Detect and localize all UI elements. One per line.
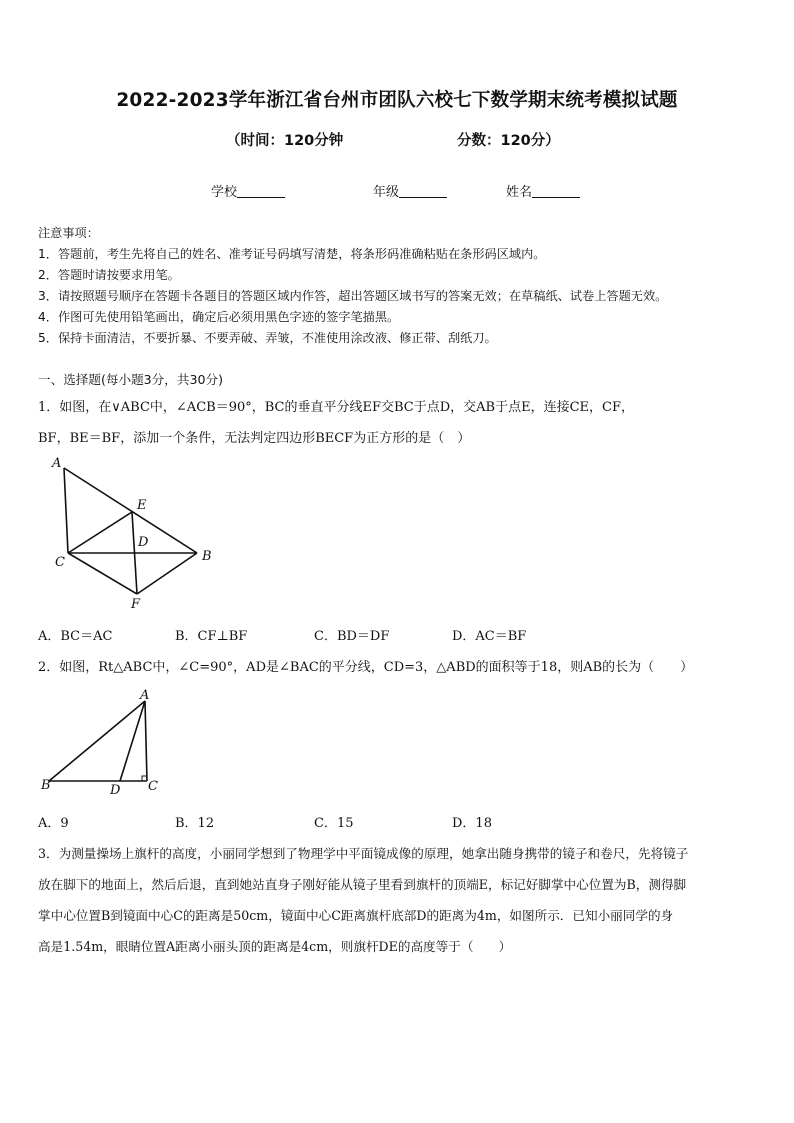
grade-label: 年级	[373, 185, 400, 200]
option-c[interactable]: C．BD＝DF	[314, 629, 390, 644]
segment-AC	[145, 701, 147, 781]
segment-AB	[64, 468, 197, 553]
segment-CF	[68, 553, 137, 594]
note-item: 1．答题前，考生先将自己的姓名、准考证号码填写清楚，将条形码准确粘贴在条形码区域内。	[38, 247, 546, 261]
label-B: B	[202, 549, 212, 564]
option-a[interactable]: A．BC＝AC	[38, 629, 113, 644]
option-b[interactable]: B．12	[175, 816, 215, 831]
option-d[interactable]: D．18	[452, 816, 492, 831]
grade-blank	[399, 183, 447, 198]
school-field	[211, 181, 285, 200]
note-item: 3．请按照题号顺序在答题卡各题目的答题区域内作答，超出答题区域书写的答案无效；在草稿纸、试卷上答题无效。	[38, 289, 668, 303]
option-d[interactable]: D．AC＝BF	[452, 629, 527, 644]
option-c[interactable]: C．15	[314, 816, 354, 831]
name-field	[506, 181, 580, 200]
label-C: C	[148, 779, 158, 794]
note-item: 2．答题时请按要求用笔。	[38, 268, 180, 282]
question-1-figure	[40, 450, 230, 615]
segment-AD	[120, 701, 145, 781]
segment-CE	[68, 512, 132, 553]
section-heading: 一、选择题(每小题3分，共30分)	[38, 372, 223, 387]
label-A: A	[140, 688, 150, 703]
question-3-line-4: 高是1.54m，眼睛位置A距离小丽头顶的距离是4cm，则旗杆DE的高度等于（ ）	[38, 939, 512, 954]
school-label: 学校	[211, 185, 238, 200]
page-title: 2022-2023学年浙江省台州市团队六校七下数学期末统考模拟试题	[116, 90, 678, 111]
label-E: E	[137, 498, 147, 513]
question-3-line-1: 3．为测量操场上旗杆的高度，小丽同学想到了物理学中平面镜成像的原理，她拿出随身携带的镜子和卷尺，先将镜子	[38, 846, 689, 861]
segment-BF	[137, 553, 197, 594]
label-D: D	[138, 535, 149, 550]
exam-time: （时间：120分钟	[226, 133, 344, 149]
note-item: 5．保持卡面清洁，不要折暴、不要弄破、弄皱，不准使用涂改液、修正带、刮纸刀。	[38, 331, 497, 345]
name-label: 姓名	[506, 185, 533, 200]
notes-heading: 注意事项：	[38, 226, 99, 240]
segment-AC	[64, 468, 68, 553]
option-b[interactable]: B．CF⊥BF	[175, 629, 248, 644]
question-1-line-2: BF，BE＝BF，添加一个条件，无法判定四边形BECF为正方形的是（ ）	[38, 431, 471, 446]
question-3-line-3: 掌中心位置B到镜面中心C的距离是50cm，镜面中心C距离旗杆底部D的距离为4m，如图所示．已知小丽同学的身	[38, 908, 674, 923]
name-blank	[532, 183, 580, 198]
exam-score: 分数：120分）	[457, 133, 560, 149]
segment-BA	[49, 701, 145, 781]
label-F: F	[131, 597, 141, 612]
question-1-line-1: 1．如图，在∨ABC中，∠ACB＝90°，BC的垂直平分线EF交BC于点D，交AB于点E，连接CE，CF，	[38, 400, 634, 415]
question-2-figure	[36, 682, 166, 797]
label-C: C	[55, 555, 65, 570]
question-3-line-2: 放在脚下的地面上，然后后退，直到她站直身子刚好能从镜子里看到旗杆的顶端E，标记好脚掌中心位置为B，测得脚	[38, 877, 687, 892]
question-2-text: 2．如图，Rt△ABC中，∠C=90°，AD是∠BAC的平分线，CD=3，△ABD的面积等于18，则AB的长为（ ）	[38, 660, 694, 675]
note-item: 4．作图可先使用铅笔画出，确定后必须用黑色字迹的签字笔描黑。	[38, 310, 400, 324]
label-D: D	[110, 783, 121, 797]
grade-field	[373, 181, 447, 200]
school-blank	[237, 183, 285, 198]
option-a[interactable]: A．9	[38, 816, 69, 831]
label-B: B	[41, 778, 51, 793]
label-A: A	[52, 456, 62, 471]
